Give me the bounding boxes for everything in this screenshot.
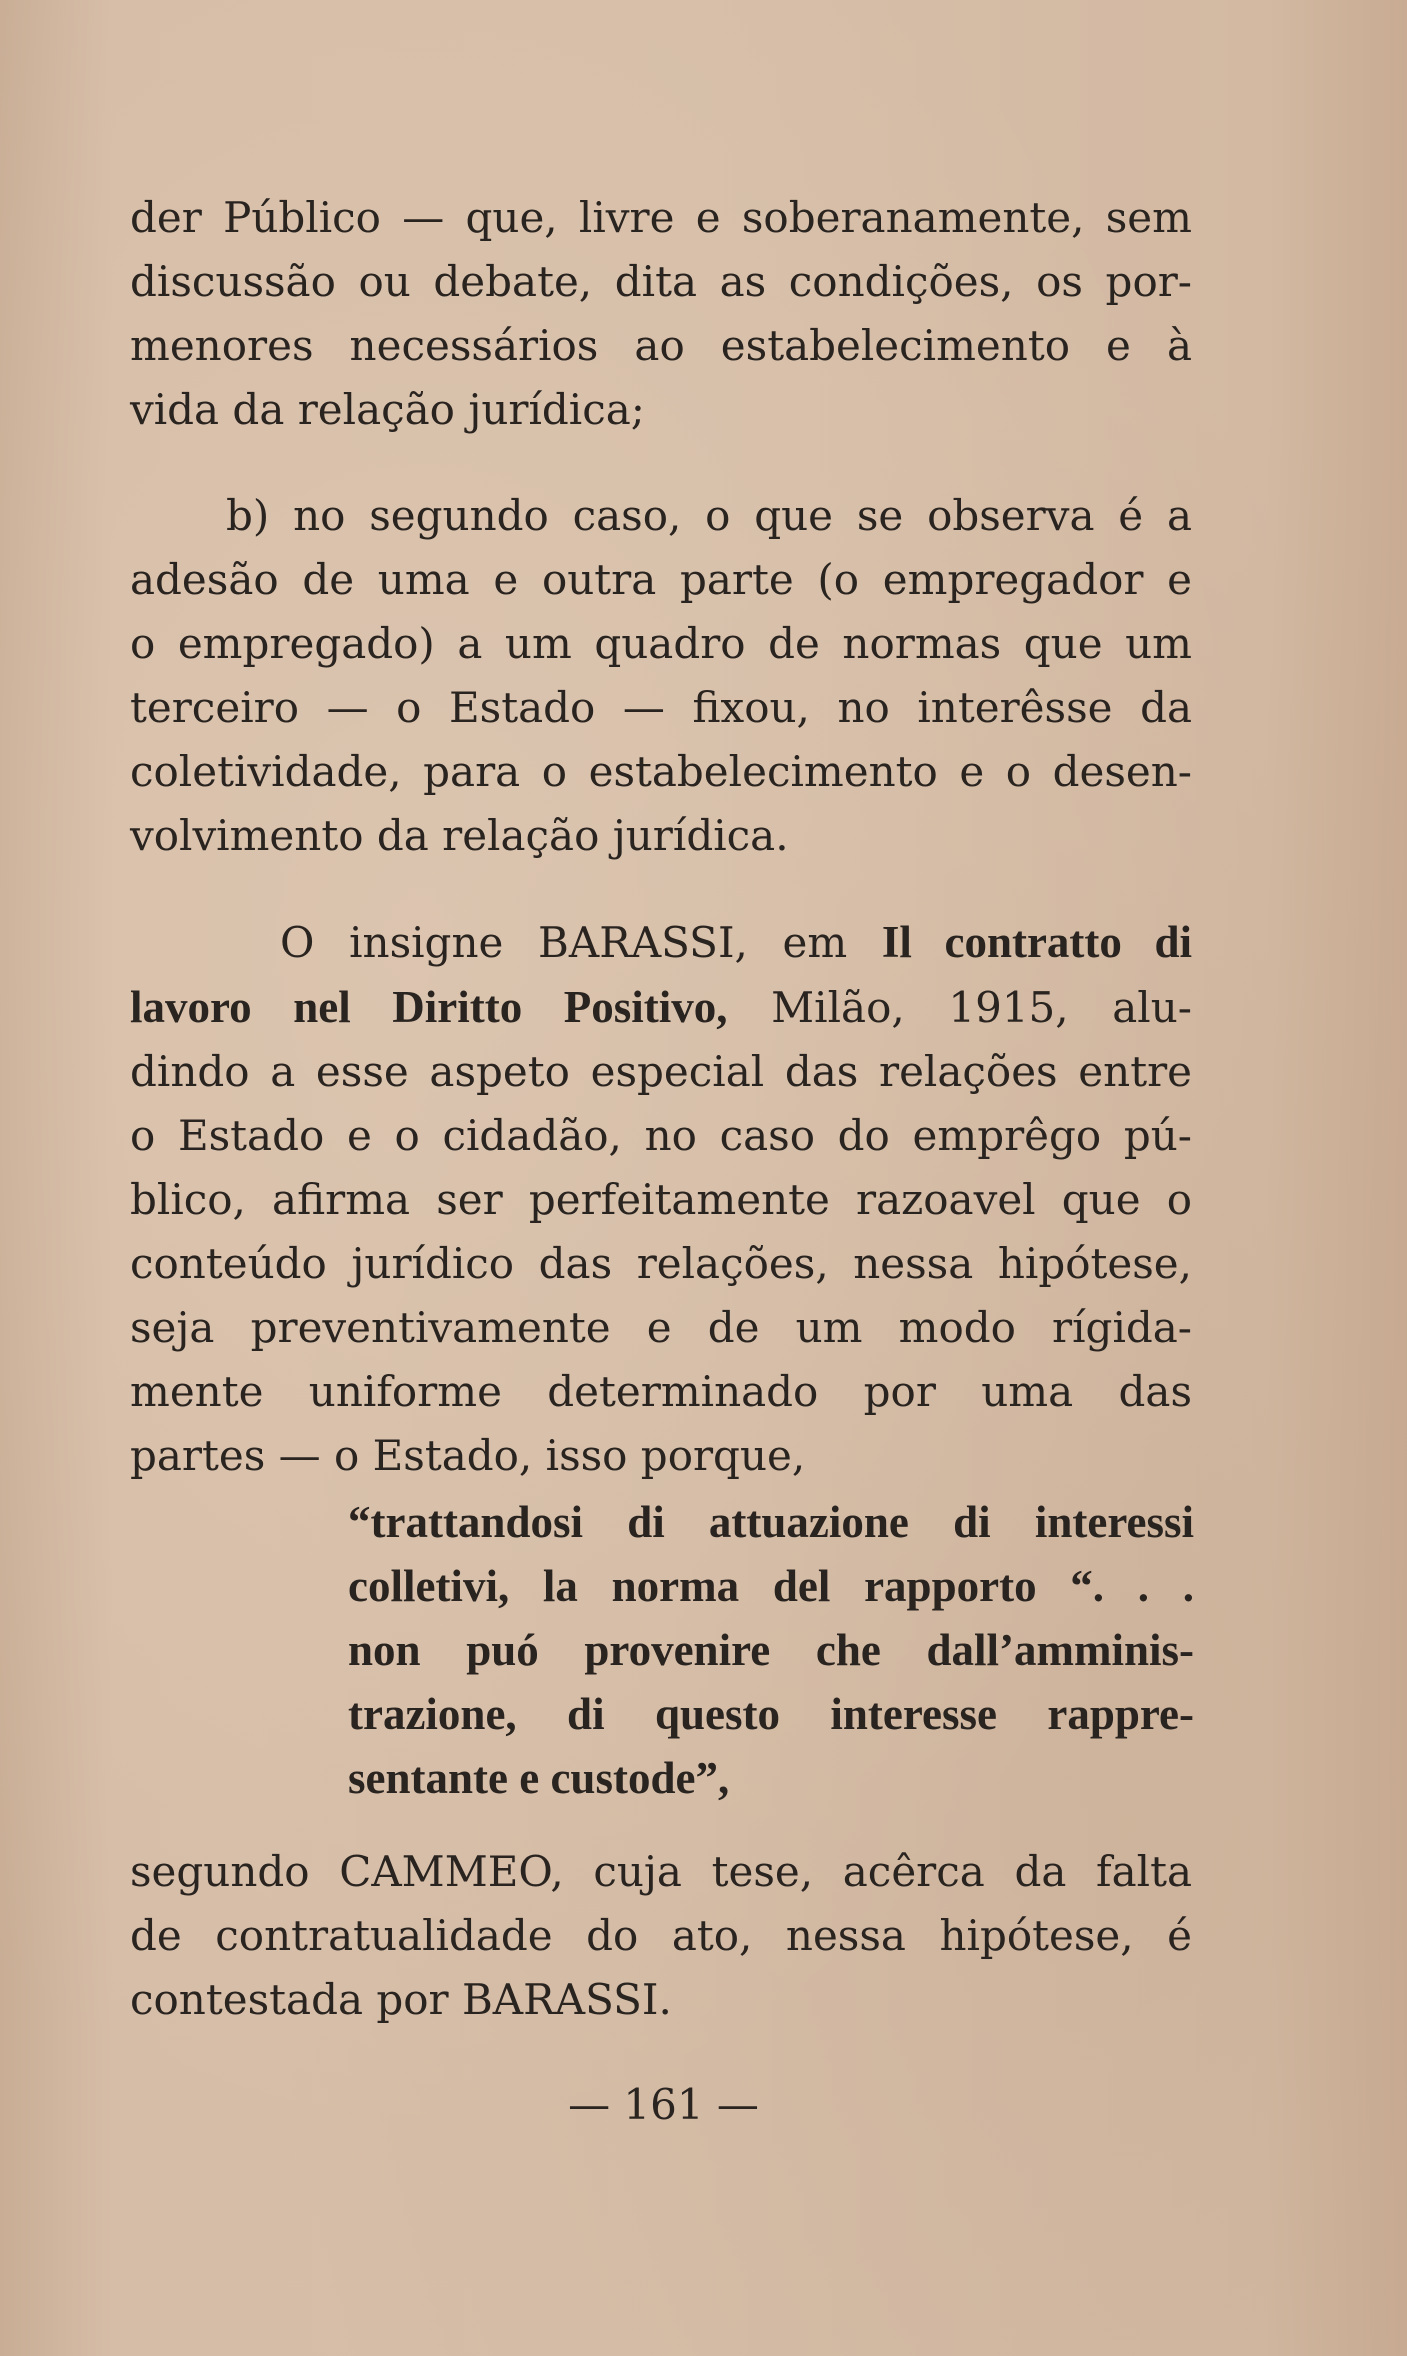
book-title-part1: Il contratto di [881,917,1192,967]
text-line: conteúdo jurídico das relações, nessa hipótese, [130,1239,1192,1288]
text-line-rest: Milão, 1915, alu- [727,983,1192,1032]
text-line [130,484,1192,548]
page-number: — 161 — [568,2080,759,2129]
text-line: dindo a esse aspeto especial das relações entre [130,1047,1192,1096]
paragraph-cammeo [130,1840,1192,2032]
quote-line: “trattandosi di attuazione di interessi [348,1497,1194,1547]
text-line: discussão ou debate, dita as condições, os por- [130,257,1192,306]
text-line-content: b) no segundo caso, o que se observa é a [226,491,1192,540]
text-line: partes — o Estado, isso porque, [130,1431,806,1480]
paragraph-barassi [130,910,1192,1488]
text-line: volvimento da relação jurídica. [130,811,789,860]
text-line: adesão de uma e outra parte (o empregador e [130,555,1192,604]
text-line: coletividade, para o estabelecimento e o desen- [130,747,1192,796]
text-line: o empregado) a um quadro de normas que um [130,619,1192,668]
text-line: der Público — que, livre e soberanamente, sem [130,193,1192,242]
text-line: blico, afirma ser perfeitamente razoavel que o [130,1175,1192,1224]
text-line: o Estado e o cidadão, no caso do emprêgo pú- [130,1111,1192,1160]
paragraph-item-b [130,484,1192,868]
quote-line: colletivi, la norma del rapporto “. . . [348,1561,1194,1611]
block-quote [348,1490,1194,1810]
text-line: segundo CAMMEO, cuja tese, acêrca da falta [130,1847,1192,1896]
text-line [130,910,1192,975]
text-line: de contratualidade do ato, nessa hipótese, é [130,1911,1192,1960]
text-line: vida da relação jurídica; [130,385,645,434]
quote-line: non puó provenire che dall’amminis- [348,1625,1194,1675]
text-line: contestada por BARASSI. [130,1975,672,2024]
text-line: menores necessários ao estabelecimento e à [130,321,1192,370]
text-line-prefix: O insigne BARASSI, em [280,918,882,967]
text-line: mente uniforme determinado por uma das [130,1367,1192,1416]
book-title-part2: lavoro nel Diritto Positivo, [130,982,728,1032]
quote-line: sentante e custode”, [348,1753,730,1803]
paragraph-continuation [130,186,1192,442]
text-line [130,975,1192,1040]
text-line: terceiro — o Estado — fixou, no interêsse da [130,683,1192,732]
quote-line: trazione, di questo interesse rappre- [348,1689,1194,1739]
text-line: seja preventivamente e de um modo rígida- [130,1303,1192,1352]
